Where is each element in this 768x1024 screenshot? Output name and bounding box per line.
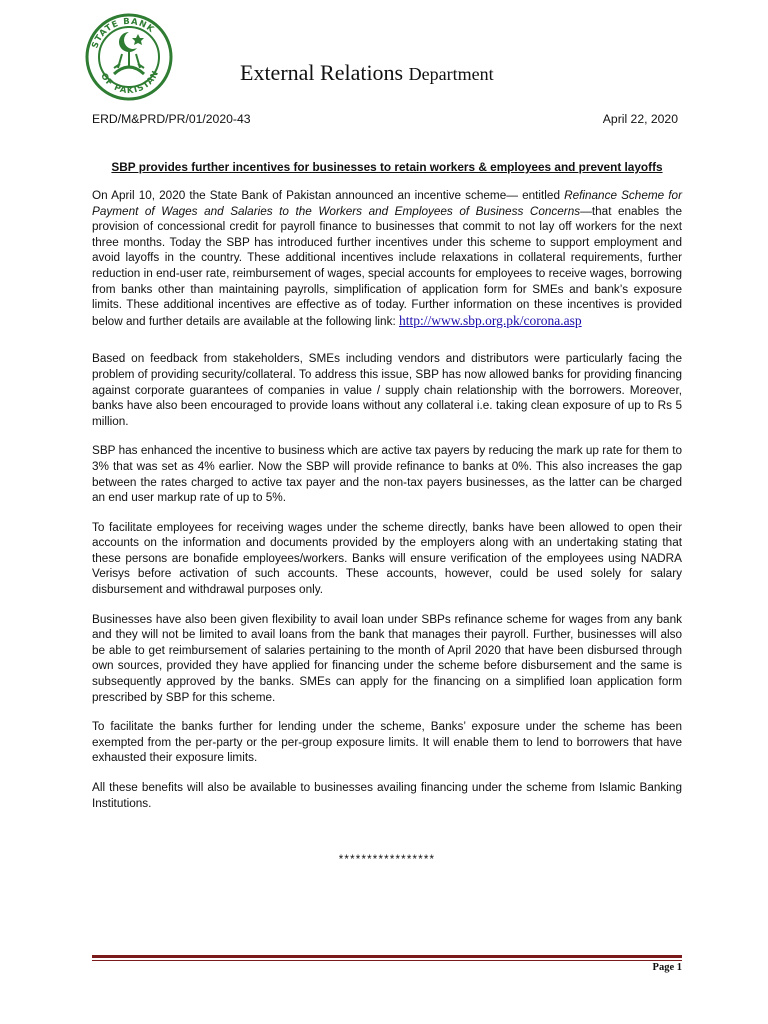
svg-text:STATE BANK: STATE BANK (90, 16, 157, 50)
svg-text:OF PAKISTAN: OF PAKISTAN (98, 68, 162, 97)
paragraph-1-text-a: On April 10, 2020 the State Bank of Pakistan announced an incentive scheme— entitled (92, 189, 565, 202)
reference-row (92, 112, 678, 126)
footer-rule-thin (92, 960, 682, 961)
press-release-body (92, 188, 682, 825)
paragraph-7: All these benefits will also be available to businesses availing financing under the scheme from Islamic Banking Institutions. (92, 781, 682, 810)
department-title-main: External Relations (240, 60, 404, 85)
corona-info-link[interactable]: http://www.sbp.org.pk/corona.asp (399, 312, 582, 328)
paragraph-4: To facilitate employees for receiving wages under the scheme directly, banks have been allowed to open their accounts on the information and documents provided by the employers along with an undertaking stating that these persons are bonafide employees/workers. Banks will ensure verification of the employees using NADRA Verisys before activation of such accounts. These accounts, however, could be used solely for salary disbursement and withdrawal purposes only. (92, 520, 682, 597)
press-release-headline: SBP provides further incentives for businesses to retain workers & employees and prevent layoffs (111, 160, 663, 174)
scheme-name: Refinance Scheme for Payment of Wages and Salaries to the Workers and Employees of Business Concerns (92, 189, 682, 218)
department-title-suffix: Department (408, 64, 494, 84)
department-title (240, 60, 494, 86)
paragraph-5: Businesses have also been given flexibility to avail loan under SBPs refinance scheme for wages from any bank and they will not be limited to avail loans from the bank that manages their payroll. Further, businesses will also be able to get reimbursement of salaries pertaining to the month of April 2020 that have been disbursed through own sources, provided they have applied for financing under the scheme before disbursement and the same is subsequently approved by the banks. SMEs can apply for the financing on a simplified loan application form prescribed by SBP for this scheme. (92, 612, 682, 704)
page-number: Page 1 (652, 962, 682, 973)
sbp-logo (84, 12, 174, 102)
paragraph-3: SBP has enhanced the incentive to business which are active tax payers by reducing the mark up rate for them to 3% that was set as 4% earlier. Now the SBP will provide refinance to banks at 0%. This also increases the gap between the rates charged to active tax payer and the non-tax payers businesses, as the latter can be charged an end user markup rate of up to 5%. (92, 444, 682, 505)
paragraph-1 (92, 188, 682, 329)
paragraph-1-text-b: —that enables the provision of concessional credit for payroll finance to businesses that commit to not lay off workers for the next three months. Today the SBP has introduced further incentives under this scheme to support employment and avoid layoffs in the country. These additional incentives include relaxations in collateral requirements, further reduction in end-user rate, reimbursement of wages, special accounts for employees to receive wages, borrowing from banks other than maintaining payrolls, simplification of application form for SMEs and bank’s exposure limits. These additional incentives are effective as of today. Further information on these incentives is provided below and further details are available at the following link: (92, 204, 682, 328)
paragraph-6: To facilitate the banks further for lending under the scheme, Banks’ exposure under the scheme has been exempted from the per-party or the per-group exposure limits. It will enable them to lend to borrowers that have exhausted their exposure limits. (92, 720, 682, 765)
footer-rule-thick (92, 955, 682, 958)
reference-number: ERD/M&PRD/PR/01/2020-43 (92, 112, 251, 126)
release-date: April 22, 2020 (602, 112, 678, 126)
paragraph-2: Based on feedback from stakeholders, SMEs including vendors and distributors were particularly facing the problem of providing security/collateral. To address this issue, SBP has now allowed banks for providing financing against corporate guarantees of companies in value / supply chain relationship with the borrowers. Moreover, banks have also been encouraged to provide loans without any collateral i.e. taking clean exposure of up to Rs 5 million. (92, 352, 682, 428)
end-separator: ***************** (338, 854, 436, 866)
